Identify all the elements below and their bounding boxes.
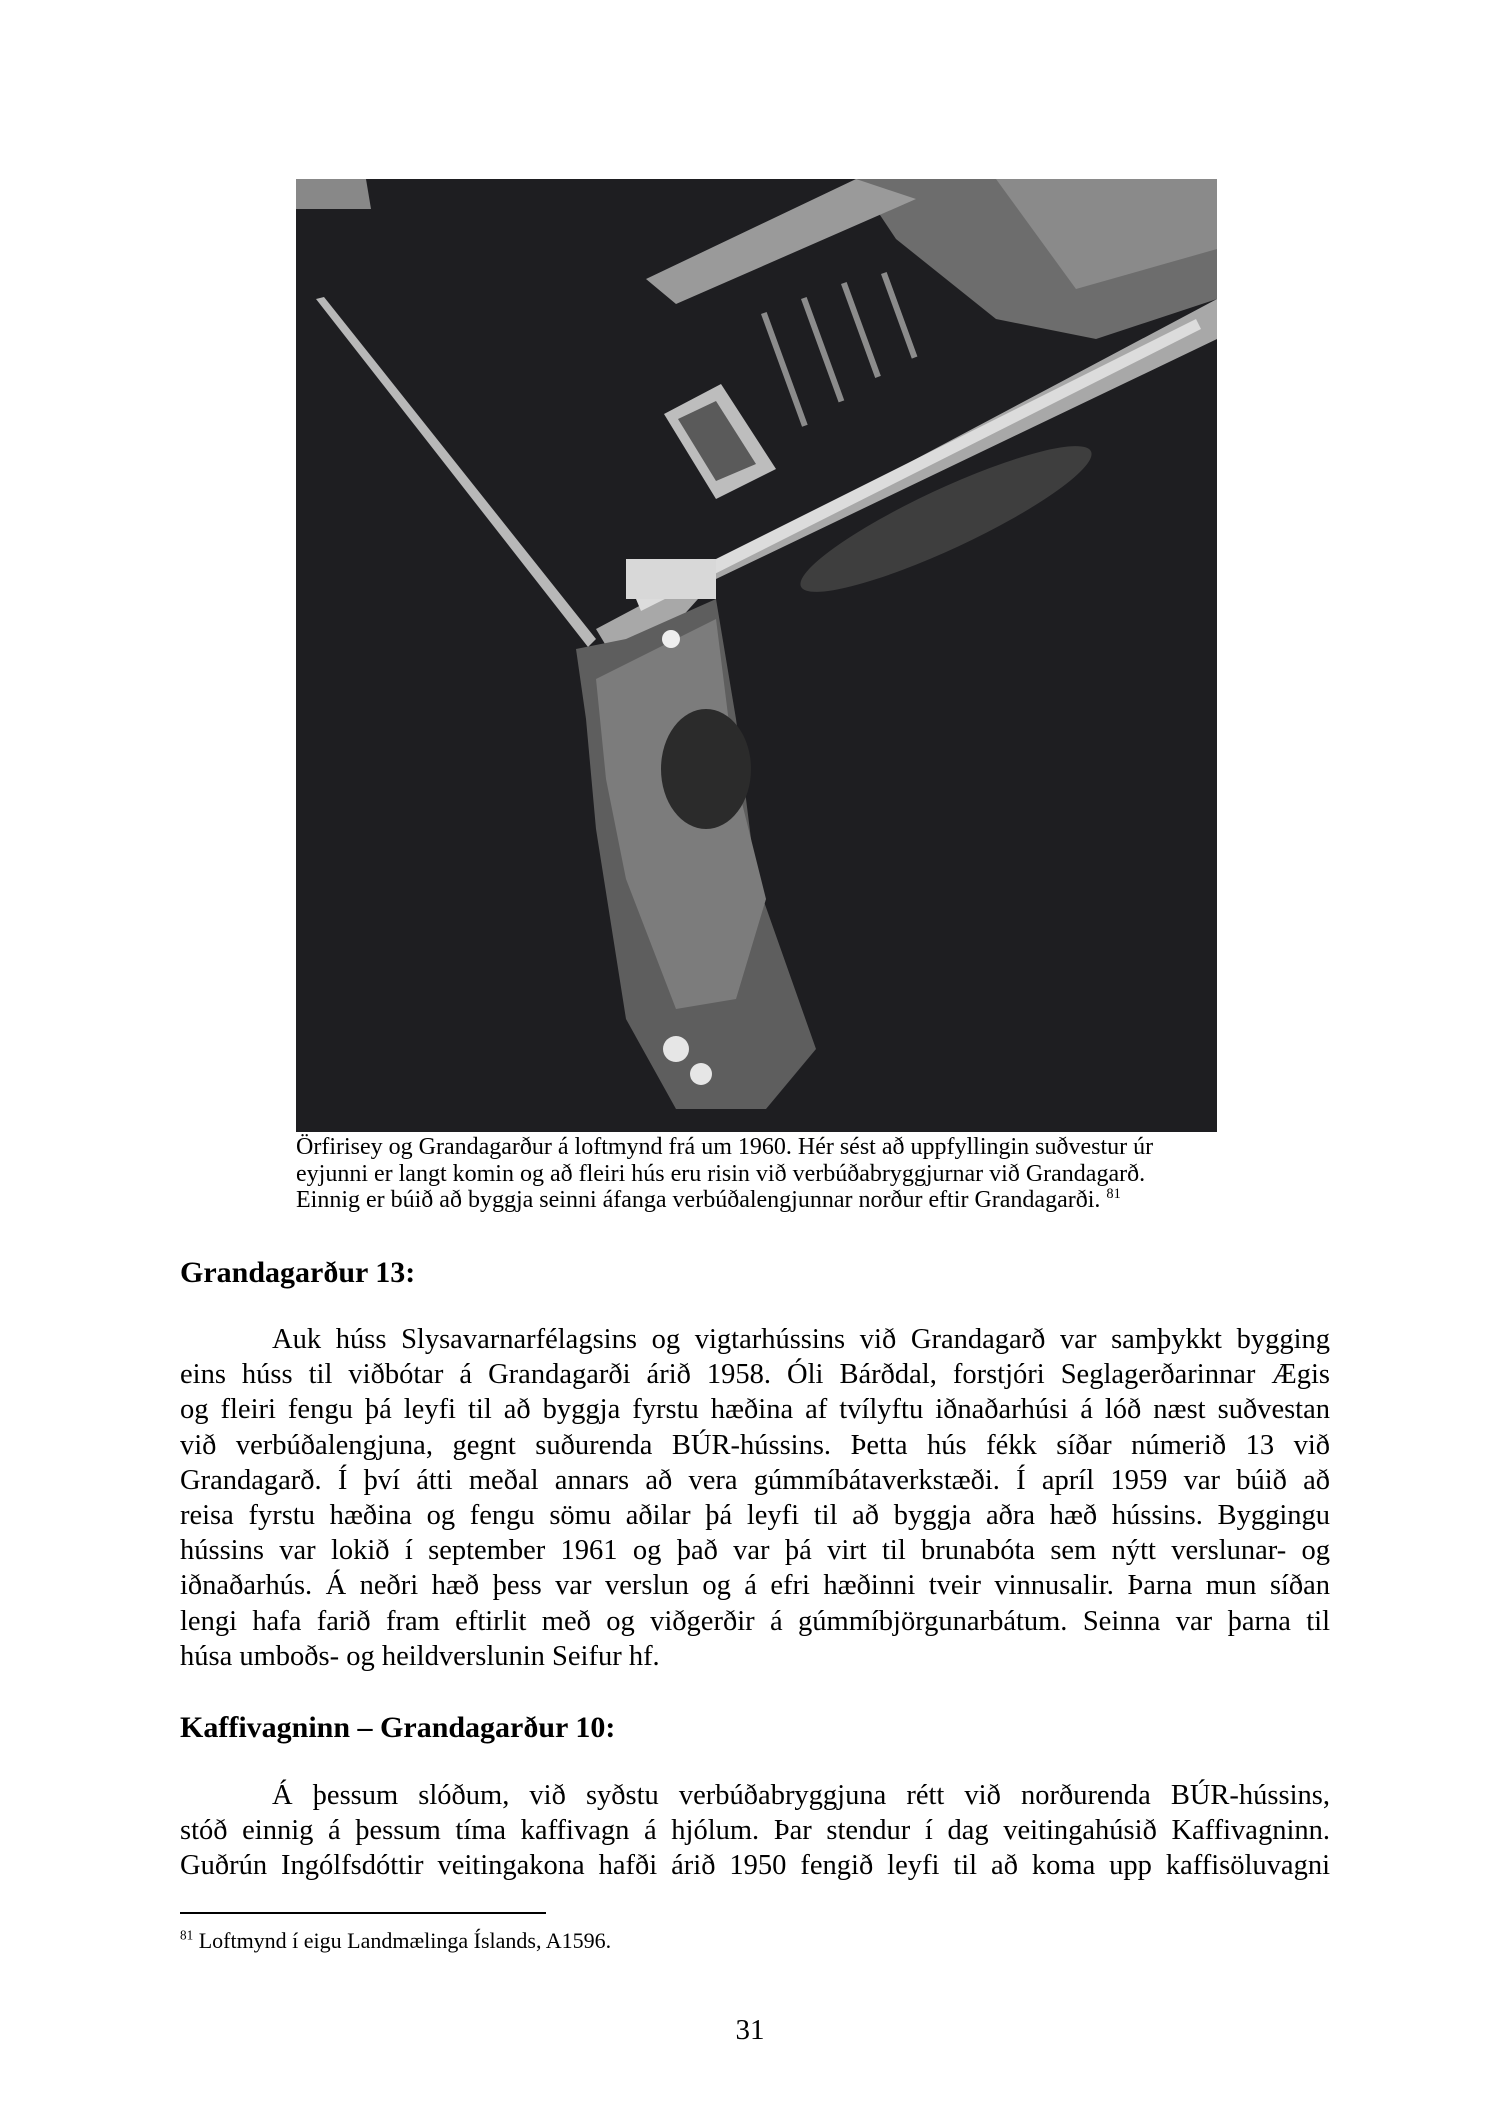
paragraph-kaffivagninn (180, 1778, 1330, 1884)
paragraph-line: húsa umboðs- og heildverslunin Seifur hf. (180, 1640, 660, 1672)
paragraph-line: og fleiri fengu þá leyfi til að byggja fyrstu hæðina af tvílyftu iðnaðarhúsi á lóð næst suðvestan (180, 1394, 1330, 1426)
aerial-photo-graphic (296, 179, 1217, 1132)
paragraph-line: hússins var lokið í september 1961 og það var þá virt til brunabóta sem nýtt verslunar- og (180, 1535, 1330, 1567)
caption-text: Einnig er búið að byggja seinni áfanga verbúðalengjunnar norður eftir Grandagarði. (296, 1187, 1107, 1213)
paragraph-line: við verbúðalengjuna, gegnt suðurenda BÚR-hússins. Þetta hús fékk síðar númerið 13 við (180, 1429, 1330, 1461)
footnote (180, 1928, 611, 1954)
section-heading-kaffivagninn: Kaffivagninn – Grandagarður 10: (180, 1711, 616, 1744)
paragraph-line: lengi hafa farið fram eftirlit með og viðgerðir á gúmmíbjörgunarbátum. Seinna var þarna til (180, 1605, 1330, 1637)
paragraph-line: eins húss til viðbótar á Grandagarði árið 1958. Óli Bárðdal, forstjóri Seglagerðarinnar Ægis (180, 1359, 1330, 1391)
figure-caption (296, 1134, 1236, 1214)
footnote-number: 81 (180, 1927, 194, 1943)
caption-line (296, 1187, 1236, 1214)
caption-line: eyjunni er langt komin og að fleiri hús eru risin við verbúðabryggjurnar við Grandagarð. (296, 1160, 1146, 1187)
page-number: 31 (735, 2014, 765, 2046)
paragraph-line: iðnaðarhús. Á neðri hæð þess var verslun og á efri hæðinni tveir vinnusalir. Þarna mun síðan (180, 1570, 1330, 1602)
footnote-separator (180, 1912, 546, 1914)
footnote-text: Loftmynd í eigu Landmælinga Íslands, A1596. (193, 1928, 612, 1953)
aerial-photo (296, 179, 1217, 1132)
paragraph-line: Á þessum slóðum, við syðstu verbúðabryggjuna rétt við norðurenda BÚR-hússins, (272, 1780, 1330, 1811)
footnote-reference[interactable]: 81 (1106, 1186, 1121, 1202)
paragraph-grandagardur-13 (180, 1322, 1330, 1674)
paragraph-line: Auk húss Slysavarnarfélagsins og vigtarhússins við Grandagarð var samþykkt bygging (272, 1324, 1330, 1355)
section-heading-grandagardur-13: Grandagarður 13: (180, 1256, 416, 1289)
paragraph-line: Grandagarð. Í því átti meðal annars að vera gúmmíbátaverkstæði. Í apríl 1959 var búið að (180, 1464, 1330, 1496)
paragraph-line: reisa fyrstu hæðina og fengu sömu aðilar þá leyfi til að byggja aðra hæð hússins. Byggingu (180, 1500, 1330, 1532)
paragraph-line: Guðrún Ingólfsdóttir veitingakona hafði árið 1950 fengið leyfi til að koma upp kaffisöluvagni (180, 1850, 1330, 1882)
paragraph-line: stóð einnig á þessum tíma kaffivagn á hjólum. Þar stendur í dag veitingahúsið Kaffivagninn. (180, 1815, 1330, 1847)
caption-line: Örfirisey og Grandagarður á loftmynd frá um 1960. Hér sést að uppfyllingin suðvestur úr (296, 1134, 1154, 1160)
